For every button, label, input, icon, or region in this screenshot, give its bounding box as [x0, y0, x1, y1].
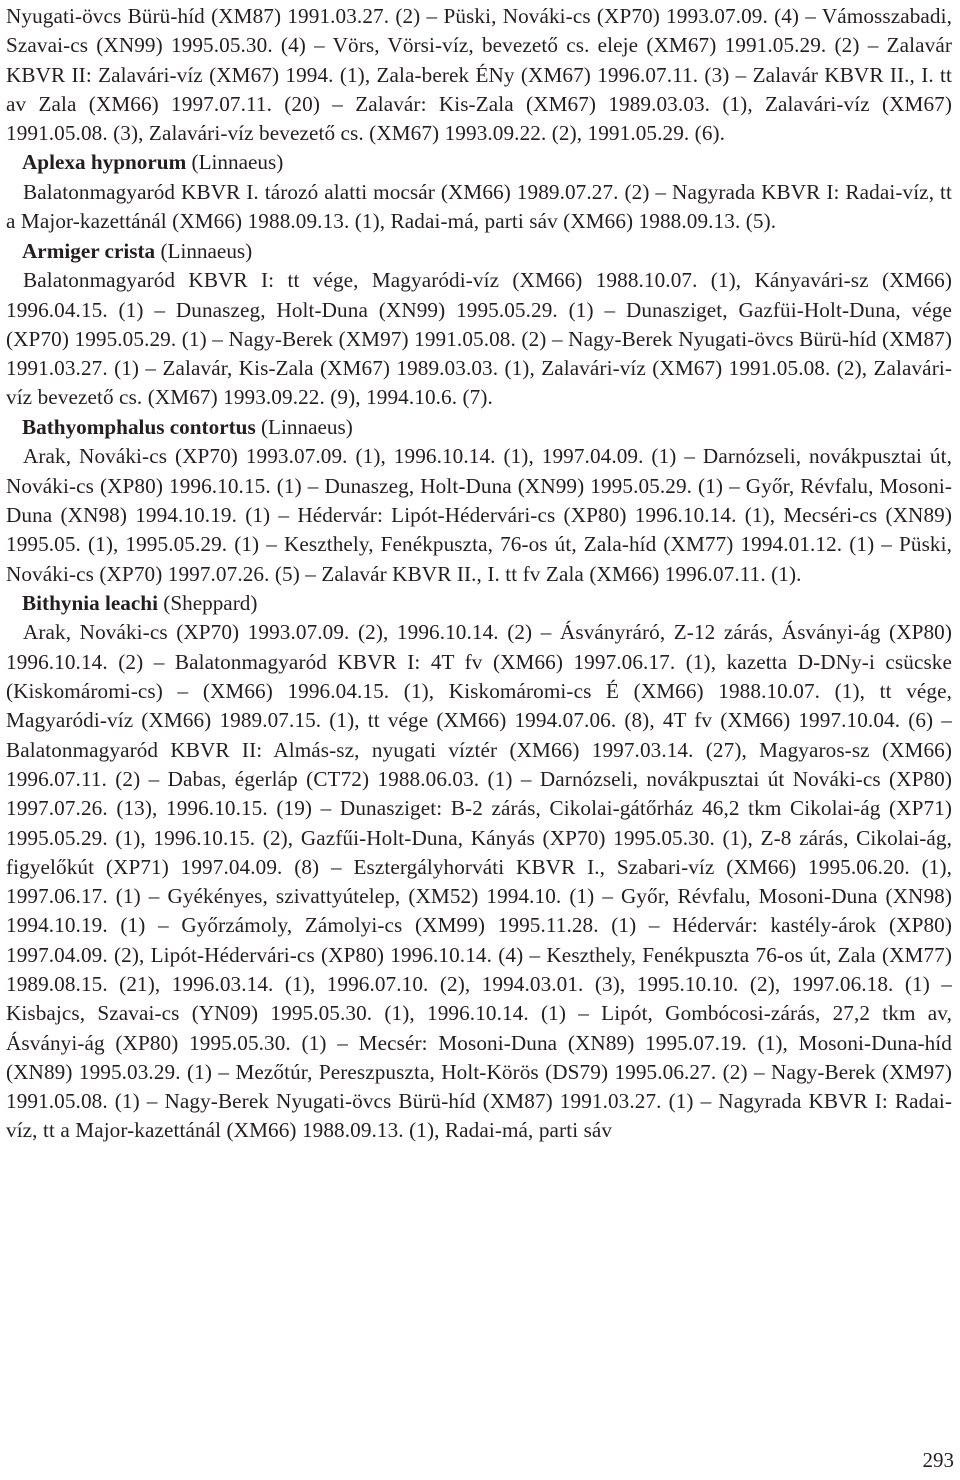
entry-continuation-text: Nyugati-övcs Bürü-híd (XM87) 1991.03.27. (2) – Püski, Nováki-cs (XP70) 1993.07.09. (4) – Vámosszabadi, Szavai-cs (XN99) 1995.05.30. (4) – Vörs, Vörsi-víz, bevezető cs. eleje (XM67) 1991.05.29. (2) – Zalavár KBVR II: Zalavári-víz (XM67) 1994. (1), Zala-berek ÉNy (XM67) 1996.07.11. (3) – Zalavár KBVR II., I. tt av Zala (XM66) 1997.07.11. (20) – Zalavár: Kis-Zala (XM67) 1989.03.03. (1), Zalavári-víz (XM67) 1991.05.08. (3), Zalavári-víz bevezető cs. (XM67) 1993.09.22. (2), 1991.05.29. (6).	[6, 4, 952, 146]
species-author: (Linnaeus)	[261, 414, 353, 439]
species-name: Armiger crista	[22, 238, 156, 263]
species-name: Aplexa hypnorum	[22, 150, 187, 175]
species-name: Bathyomphalus contortus	[22, 414, 256, 439]
species-name: Bithynia leachi	[22, 590, 158, 615]
species-author: (Linnaeus)	[191, 150, 284, 175]
species-author: (Linnaeus)	[160, 238, 253, 263]
document-page	[6, 2, 952, 1146]
species-entry-aplexa-hypnorum	[6, 148, 952, 236]
species-entry-bathyomphalus-contortus	[6, 413, 952, 589]
page-number: 293	[922, 1448, 954, 1472]
species-entry-bithynia-leachi	[6, 589, 952, 1146]
species-records: Balatonmagyaród KBVR I: tt vége, Magyaródi-víz (XM66) 1988.10.07. (1), Kányavári-sz (XM66) 1996.04.15. (1) – Dunaszeg, Holt-Duna (XN99) 1995.05.29. (1) – Dunasziget, Gazfüi-Holt-Duna, vége (XP70) 1995.05.29. (1) – Nagy-Berek (XM97) 1991.05.08. (2) – Nagy-Berek Nyugati-övcs Bürü-híd (XM87) 1991.03.27. (1) – Zalavár, Kis-Zala (XM67) 1989.03.03. (1), Zalavári-víz (XM67) 1991.05.08. (2), Zalavári-víz bevezető cs. (XM67) 1993.09.22. (9), 1994.10.6. (7).	[6, 268, 952, 410]
species-author: (Sheppard)	[163, 590, 258, 615]
species-records: Arak, Nováki-cs (XP70) 1993.07.09. (2), 1996.10.14. (2) – Ásványráró, Z-12 zárás, Ásványi-ág (XP80) 1996.10.14. (2) – Balatonmagyaród KBVR I: 4T fv (XM66) 1997.06.17. (1), kazetta D-DNy-i csücske (Kiskomáromi-cs) – (XM66) 1996.04.15. (1), Kiskomáromi-cs É (XM66) 1988.10.07. (1), tt vége, Magyaródi-víz (XM66) 1989.07.15. (1), tt vége (XM66) 1994.07.06. (8), 4T fv (XM66) 1997.10.04. (6) – Balatonmagyaród KBVR II: Almás-sz, nyugati víztér (XM66) 1997.03.14. (27), Magyaros-sz (XM66) 1996.07.11. (2) – Dabas, égerláp (CT72) 1988.06.03. (1) – Darnózseli, novákpusztai út Nováki-cs (XP80) 1997.07.26. (13), 1996.10.15. (19) – Dunasziget: B-2 zárás, Cikolai-gátőrház 46,2 tkm Cikolai-ág (XP71) 1995.05.29. (1), 1996.10.15. (2), Gazfűi-Holt-Duna, Kányás (XP70) 1995.05.30. (1), Z-8 zárás, Cikolai-ág, figyelőkút (XP71) 1997.04.09. (8) – Esztergályhorváti KBVR I., Szabari-víz (XM66) 1995.06.20. (1), 1997.06.17. (1) – Gyékényes, szivattyútelep, (XM52) 1994.10. (1) – Győr, Révfalu, Mosoni-Duna (XN98) 1994.10.19. (1) – Győrzámoly, Zámolyi-cs (XM99) 1995.11.28. (1) – Hédervár: kastély-árok (XP80) 1997.04.09. (2), Lipót-Hédervári-cs (XP80) 1996.10.14. (4) – Keszthely, Fenékpuszta 76-os út, Zala (XM77) 1989.08.15. (21), 1996.03.14. (1), 1996.07.10. (2), 1994.03.01. (3), 1995.10.10. (2), 1997.06.18. (1) – Kisbajcs, Szavai-cs (YN09) 1995.05.30. (1), 1996.10.14. (1) – Lipót, Gombócosi-zárás, 27,2 tkm av, Ásványi-ág (XP80) 1995.05.30. (1) – Mecsér: Mosoni-Duna (XN89) 1995.07.19. (1), Mosoni-Duna-híd (XN89) 1995.03.29. (1) – Mezőtúr, Pereszpuszta, Holt-Körös (DS79) 1995.06.27. (2) – Nagy-Berek (XM97) 1991.05.08. (1) – Nagy-Berek Nyugati-övcs Bürü-híd (XM87) 1991.03.27. (1) – Nagyrada KBVR I: Radai-víz, tt a Major-kazettánál (XM66) 1988.09.13. (1), Radai-má, parti sáv	[6, 620, 952, 1143]
species-heading	[6, 237, 952, 267]
species-records: Balatonmagyaród KBVR I. tározó alatti mocsár (XM66) 1989.07.27. (2) – Nagyrada KBVR I: Radai-víz, tt a Major-kazettánál (XM66) 1988.09.13. (1), Radai-má, parti sáv (XM66) 1988.09.13. (5).	[6, 180, 952, 234]
species-entry-armiger-crista	[6, 237, 952, 413]
species-records: Arak, Nováki-cs (XP70) 1993.07.09. (1), 1996.10.14. (1), 1997.04.09. (1) – Darnózseli, novákpusztai út, Nováki-cs (XP80) 1996.10.15. (1) – Dunaszeg, Holt-Duna (XN99) 1995.05.29. (1) – Győr, Révfalu, Mosoni-Duna (XN98) 1994.10.19. (1) – Hédervár: Lipót-Hédervári-cs (XP80) 1996.10.14. (1), Mecséri-cs (XN89) 1995.05. (1), 1995.05.29. (1) – Keszthely, Fenékpuszta, 76-os út, Zala-híd (XM77) 1994.01.12. (1) – Püski, Nováki-cs (XP70) 1997.07.26. (5) – Zalavár KBVR II., I. tt fv Zala (XM66) 1996.07.11. (1).	[6, 444, 952, 586]
species-heading	[6, 589, 952, 619]
species-heading	[6, 148, 952, 178]
species-heading	[6, 413, 952, 443]
